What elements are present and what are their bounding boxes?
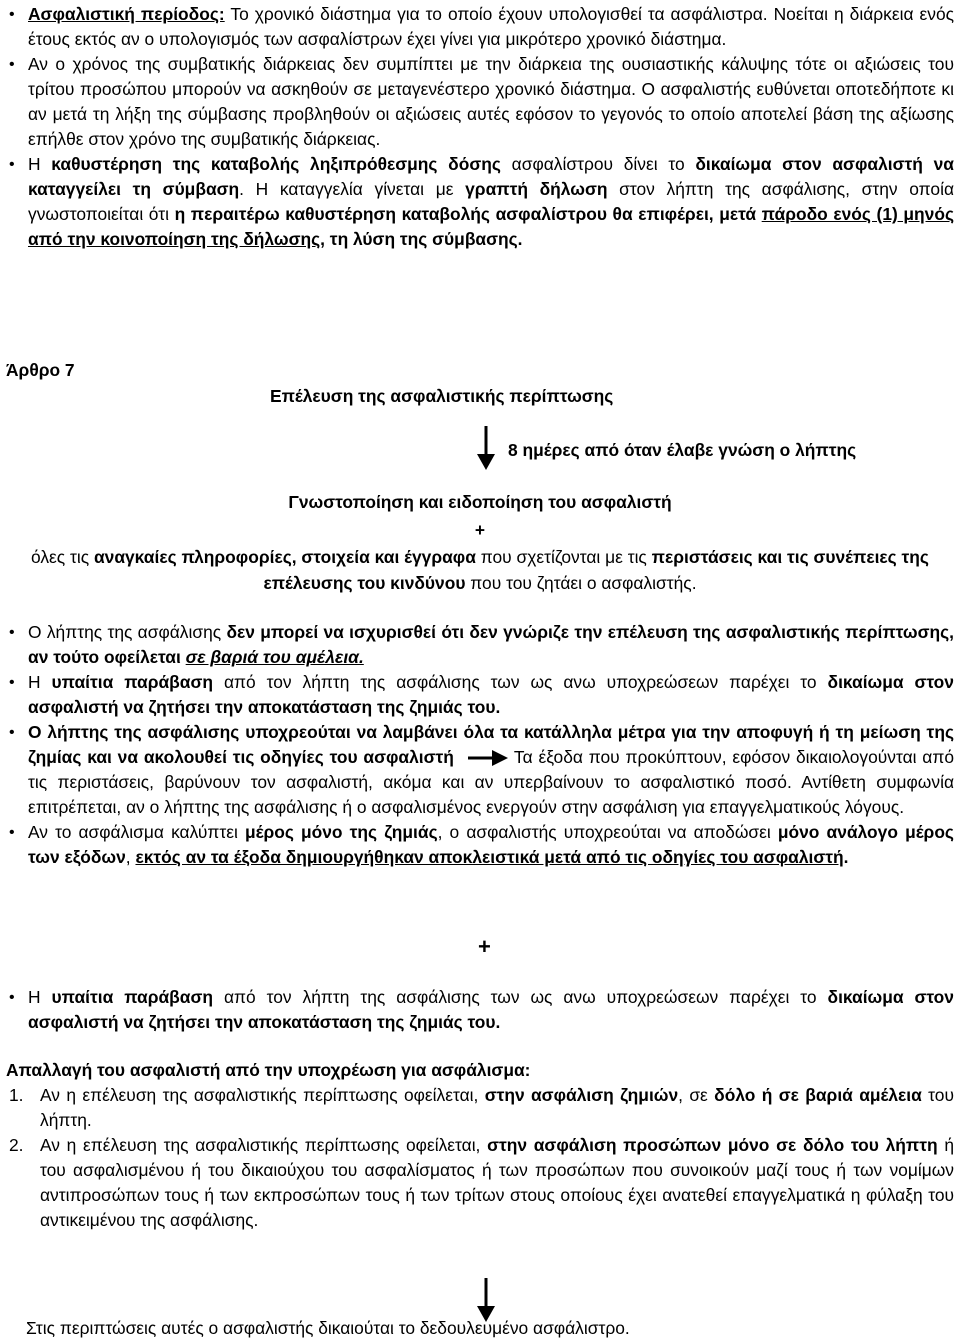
notify-heading: Γνωστοποίηση και ειδοποίηση του ασφαλιστή [288,492,672,512]
arrow-right-icon [468,748,508,768]
arrow-down-icon-2 [474,1278,498,1322]
required-info: όλες τις αναγκαίες πληροφορίες, στοιχεία και έγγραφα που σχετίζονται με τις περιστάσεις και τις συνέπειες της επέλευσης του κινδύνου που του ζητάει ο ασφαλιστής. [31,547,929,593]
bullet-mitigation-measures: • Ο λήπτης της ασφάλισης υποχρεούται να λαμβάνει όλα τα κατάλληλα μέτρα για την αποφυγή ή τη μείωση της ζημίας και να ακολουθεί τις οδηγίες του ασφαλιστή Τα έξοδα που προκύπτουν, εφόσον δικαιολογούνται από τις περιστάσεις, βαρύνουν τον ασφαλιστή, ακόμα και αν υπερβαίνουν το ασφαλιστικό ποσό. Αντίθετη συμφωνία επιτρέπεται, αν ο λήπτης της ασφάλισης ή ο ασφαλισμένος ενεργούν στην ασφάλιση για επαγγελματικούς λόγους. [6,720,954,820]
bullet-insurance-period: • Ασφαλιστική περίοδος: Το χρονικό διάστημα για το οποίο έχουν υπολογισθεί τα ασφάλιστρα. Νοείται η διάρκεια ενός έτους εκτός αν ο υπολογισμός των ασφαλίστρων έχει γίνει για μικρότερο χρονικό διάστημα. [6,2,954,52]
notification-deadline: 8 ημέρες από όταν έλαβε γνώση ο λήπτης [508,440,857,460]
article-label: Άρθρο 7 [6,360,75,380]
final-statement: Στις περιπτώσεις αυτές ο ασφαλιστής δικαιούται το δεδουλευμένο ασφάλιστρο. [26,1318,630,1338]
release-item-2: 2. Αν η επέλευση της ασφαλιστικής περίπτωσης οφείλεται, στην ασφάλιση προσώπων μόνο σε δόλο του λήπτη ή του ασφαλισμένου ή του δικαιούχου του ασφαλίσματος ή των προσώπων που συνοικούν μαζί τους ή των νομίμων αντιπροσώπων τους ή των εκπροσώπων τους ή των τρίτων στους οποίους έχει ανατεθεί επαγγελματικά η φύλαξη του αντικειμένου της ασφάλισης. [9,1135,954,1230]
article-title: Επέλευση της ασφαλιστικής περίπτωσης [270,386,614,406]
bullet-culpable-breach-2: • Η υπαίτια παράβαση από τον λήπτη της ασφάλισης των ως ανω υποχρεώσεων παρέχει το δικαίωμα στον ασφαλιστή να ζητήσει την αποκατάσταση της ζημιάς του. [6,985,954,1035]
release-item-1: 1. Αν η επέλευση της ασφαλιστικής περίπτωσης οφείλεται, στην ασφάλιση ζημιών, σε δόλο ή σε βαριά αμέλεια του λήπτη. [9,1085,954,1130]
section-obligations [6,620,954,870]
bullet-contract-duration: • Αν ο χρόνος της συμβατικής διάρκειας δεν συμπίπτει με την διάρκεια της ουσιαστικής κάλυψης τότε οι αξιώσεις του τρίτου προσώπου μπορούν να ασκηθούν σε μεταγενέστερο χρονικό διάστημα. Ο ασφαλιστής ευθύνεται οποτεδήποτε κι αν μετά τη λήξη της σύμβασης προβληθούν οι αξιώσεις αυτές εφόσον το γεγονός το οποίο αποτελεί βάση της αξίωσης επήλθε στον χρόνο της συμβατικής διάρκειας. [6,52,954,152]
bullet-late-payment: • Η καθυστέρηση της καταβολής ληξιπρόθεσμης δόσης ασφαλίστρου δίνει το δικαίωμα στον ασφαλιστή να καταγγείλει τη σύμβαση. Η καταγγελία γίνεται με γραπτή δήλωση στον λήπτη της ασφάλισης, στην οποία γνωστοποιείται ότι η περαιτέρω καθυστέρηση καταβολής ασφαλίστρου θα επιφέρει, μετά πάροδο ενός (1) μηνός από την κοινοποίηση της δήλωσης, τη λύση της σύμβασης. [6,152,954,252]
notification-block [6,488,954,596]
arrow-down-icon [474,426,498,470]
section-insurer-release [6,1058,954,1233]
section-breach-repeat [6,985,954,1035]
release-heading: Απαλλαγή του ασφαλιστή από την υποχρέωση για ασφάλισμα: [6,1060,531,1080]
plus-sign: + [474,520,486,540]
bullet-gross-negligence: • Ο λήπτης της ασφάλισης δεν μπορεί να ισχυρισθεί ότι δεν γνώριζε την επέλευση της ασφαλιστικής περίπτωσης, αν τούτο οφείλεται σε βαριά του αμέλεια. [6,620,954,670]
bullet-culpable-breach: • Η υπαίτια παράβαση από τον λήπτη της ασφάλισης των ως ανω υποχρεώσεων παρέχει το δικαίωμα στον ασφαλιστή να ζητήσει την αποκατάσταση της ζημιάς του. [6,670,954,720]
section-insurance-period [6,2,954,252]
bullet-partial-coverage: • Αν το ασφάλισμα καλύπτει μέρος μόνο της ζημιάς, ο ασφαλιστής υποχρεούται να αποδώσει μόνο ανάλογο μέρος των εξόδων, εκτός αν τα έξοδα δημιουργήθηκαν αποκλειστικά μετά από τις οδηγίες του ασφαλιστή. [6,820,954,870]
plus-sign-2: + [478,934,491,959]
insurance-period-term: Ασφαλιστική περίοδος: [28,4,225,24]
